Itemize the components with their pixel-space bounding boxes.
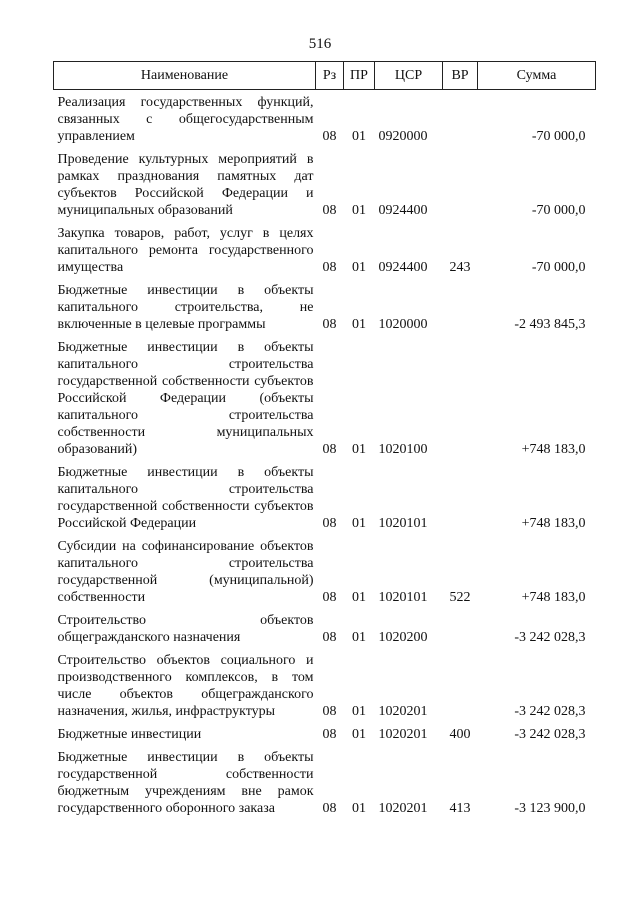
table-row	[54, 458, 596, 532]
row-rz: 08	[322, 801, 337, 816]
row-vr	[443, 276, 478, 333]
row-name: Строительство объектов социального и производственного комплексов, в том числе объектов общегражданского назначения, жилья, инфраструктуры	[57, 653, 314, 719]
row-pr: 01	[352, 704, 366, 719]
row-pr: 01	[352, 801, 366, 816]
row-name: Субсидии на софинансирование объектов капитального строительства государственной (муниципальной) собственности	[57, 539, 314, 605]
row-name: Бюджетные инвестиции в объекты государственной собственности бюджетным учреждениям вне рамок государственного оборонного заказа	[57, 750, 314, 816]
row-csr: 1020100	[378, 442, 428, 457]
row-amount: -3 242 028,3	[514, 630, 586, 645]
row-name: Закупка товаров, работ, услуг в целях капитального ремонта государственного имущества	[57, 226, 314, 275]
header-rz: Рз	[316, 62, 344, 90]
page-number: 516	[308, 36, 332, 52]
row-name: Бюджетные инвестиции в объекты капитального строительства государственной собственности субъектов Российской Федерации	[57, 465, 314, 531]
row-vr: 400	[449, 727, 471, 742]
header-pr: ПР	[344, 62, 375, 90]
budget-table	[53, 61, 596, 817]
row-pr: 01	[352, 630, 366, 645]
row-csr: 1020000	[378, 317, 428, 332]
row-rz: 08	[322, 727, 337, 742]
header-amount: Сумма	[478, 62, 596, 90]
header-vr: ВР	[443, 62, 478, 90]
header-name: Наименование	[54, 62, 316, 90]
table-row	[54, 720, 596, 743]
row-amount: -3 242 028,3	[514, 727, 586, 742]
table-row	[54, 532, 596, 606]
row-name: Бюджетные инвестиции в объекты капитального строительства государственной собственности субъектов Российской Федерации (объекты капитального строительства собственности муниципальных образований)	[57, 340, 314, 457]
row-vr	[443, 606, 478, 646]
table-row	[54, 646, 596, 720]
row-name: Строительство объектов общегражданского назначения	[57, 613, 314, 645]
row-amount: -3 123 900,0	[514, 801, 586, 816]
row-csr: 0924400	[378, 203, 428, 218]
row-csr: 0924400	[378, 260, 428, 275]
row-csr: 1020201	[378, 727, 428, 742]
table-body	[54, 90, 596, 818]
table-row	[54, 219, 596, 276]
row-pr: 01	[352, 727, 366, 742]
row-rz: 08	[322, 442, 337, 457]
row-name: Бюджетные инвестиции	[57, 727, 202, 742]
row-vr	[443, 145, 478, 219]
row-pr: 01	[352, 203, 366, 218]
row-csr: 1020201	[378, 704, 428, 719]
row-rz: 08	[322, 630, 337, 645]
row-vr	[443, 90, 478, 146]
row-pr: 01	[352, 129, 366, 144]
row-rz: 08	[322, 203, 337, 218]
row-amount: +748 183,0	[521, 516, 586, 531]
row-vr	[443, 458, 478, 532]
row-name: Реализация государственных функций, связанных с общегосударственным управлением	[57, 95, 314, 144]
row-vr	[443, 333, 478, 458]
row-rz: 08	[322, 704, 337, 719]
table-row	[54, 145, 596, 219]
row-name: Бюджетные инвестиции в объекты капитального строительства, не включенные в целевые программы	[57, 283, 314, 332]
header-row	[54, 62, 596, 90]
row-pr: 01	[352, 590, 366, 605]
row-csr: 1020101	[378, 516, 428, 531]
row-rz: 08	[322, 129, 337, 144]
table-row	[54, 606, 596, 646]
row-rz: 08	[322, 317, 337, 332]
header-csr: ЦСР	[375, 62, 443, 90]
table-header	[54, 62, 596, 90]
row-vr	[443, 646, 478, 720]
row-csr: 0920000	[378, 129, 428, 144]
row-vr: 413	[449, 801, 471, 816]
row-amount: -70 000,0	[531, 260, 586, 275]
row-csr: 1020101	[378, 590, 428, 605]
table-row	[54, 743, 596, 817]
row-name: Проведение культурных мероприятий в рамках празднования памятных дат субъектов Российской Федерации и муниципальных образований	[57, 152, 314, 218]
row-amount: -70 000,0	[531, 203, 586, 218]
row-amount: +748 183,0	[521, 442, 586, 457]
row-pr: 01	[352, 442, 366, 457]
row-csr: 1020200	[378, 630, 428, 645]
row-rz: 08	[322, 516, 337, 531]
row-vr: 243	[449, 260, 471, 275]
row-amount: -3 242 028,3	[514, 704, 586, 719]
row-pr: 01	[352, 317, 366, 332]
row-vr: 522	[449, 590, 471, 605]
table-row	[54, 276, 596, 333]
row-rz: 08	[322, 260, 337, 275]
table-row	[54, 90, 596, 146]
row-pr: 01	[352, 260, 366, 275]
row-amount: -2 493 845,3	[514, 317, 586, 332]
row-amount: +748 183,0	[521, 590, 586, 605]
row-pr: 01	[352, 516, 366, 531]
row-rz: 08	[322, 590, 337, 605]
row-amount: -70 000,0	[531, 129, 586, 144]
table-row	[54, 333, 596, 458]
row-csr: 1020201	[378, 801, 428, 816]
